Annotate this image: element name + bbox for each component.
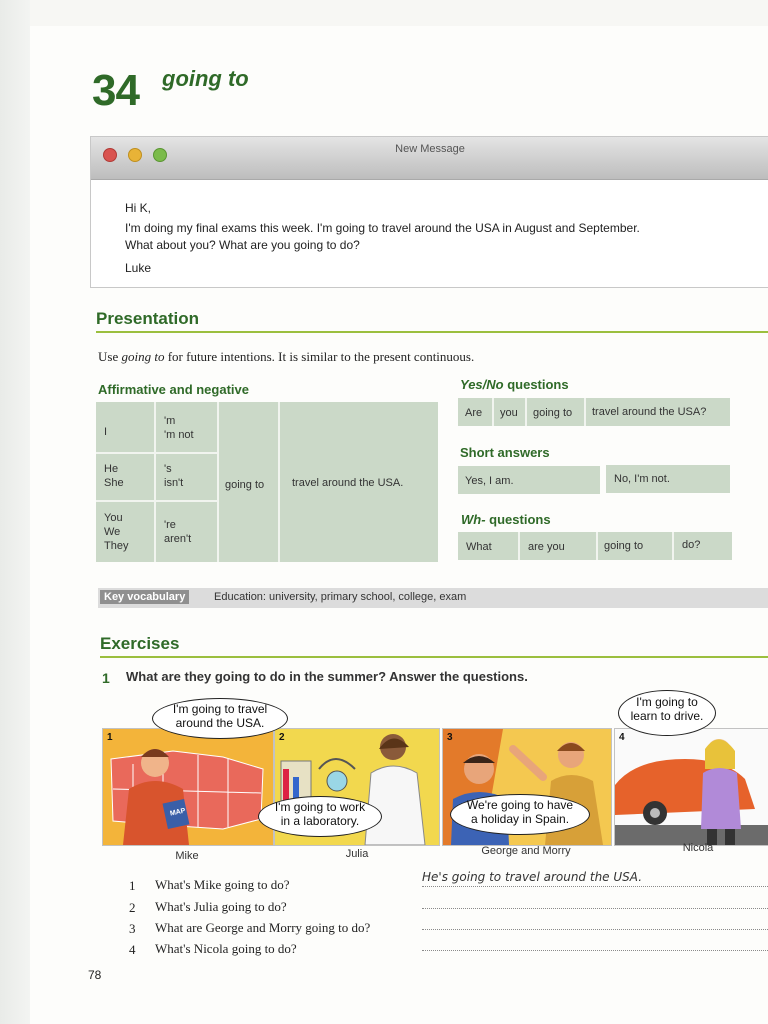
page-number: 78 [88, 968, 102, 982]
speech-bubble-mike: I'm going to travel around the USA. [152, 698, 288, 739]
message-greeting: Hi K, [125, 201, 152, 215]
exercises-rule [100, 656, 768, 658]
exercise-instruction: What are they going to do in the summer? Answer the questions. [126, 669, 528, 684]
yes-no-cell: Are [465, 407, 483, 419]
question-number: 2 [129, 900, 136, 915]
key-vocabulary-text: Education: university, primary school, college, exam [214, 591, 467, 603]
caption-mike: Mike [175, 850, 199, 862]
question-text: What's Julia going to do? [155, 899, 287, 914]
question-number: 1 [129, 878, 136, 893]
affirmative-negative-table [96, 402, 438, 562]
answer-line[interactable] [422, 908, 768, 909]
wh-question-row [458, 532, 732, 560]
short-answer-no: No, I'm not. [614, 473, 670, 485]
message-window-title: New Message [395, 143, 465, 155]
speech-bubble-julia: I'm going to work in a laboratory. [258, 796, 382, 837]
caption-nicola: Nicola [682, 842, 714, 854]
wh-cell: What [466, 541, 492, 553]
picture-number: 4 [619, 732, 625, 743]
exercise-number: 1 [102, 670, 110, 686]
message-line-1: I'm doing my final exams this week. I'm going to travel around the USA in August and September. [125, 221, 640, 235]
yes-no-question-row [458, 398, 730, 426]
yes-no-heading: Yes/No questions [460, 377, 569, 392]
mike-illustration [103, 729, 273, 845]
presentation-intro: Use going to for future intentions. It is similar to the present continuous. [98, 349, 475, 364]
picture-number: 2 [279, 732, 285, 743]
speech-bubble-george-morry: We're going to have a holiday in Spain. [450, 794, 590, 835]
picture-nicola [614, 728, 768, 846]
picture-number: 1 [107, 732, 113, 743]
picture-number: 3 [447, 732, 453, 743]
picture-mike [102, 728, 274, 846]
subject-he-she: He She [104, 463, 124, 489]
short-answer-yes-box [458, 466, 600, 494]
short-answer-yes: Yes, I am. [465, 475, 514, 487]
question-text: What are George and Morry going to do? [155, 920, 371, 935]
message-window-titlebar [91, 137, 768, 180]
wh-cell: going to [604, 540, 644, 552]
caption-george-morry: George and Morry [481, 845, 571, 857]
nicola-illustration [615, 729, 768, 845]
exercises-heading: Exercises [100, 634, 180, 653]
verb-is: 's isn't [164, 463, 184, 489]
short-answer-no-box [606, 465, 730, 493]
question-text: What's Nicola going to do? [155, 941, 297, 956]
wh-cell: are you [528, 541, 565, 553]
presentation-rule [96, 331, 768, 333]
complement-cell: travel around the USA. [292, 477, 404, 489]
presentation-heading: Presentation [96, 309, 199, 328]
short-answers-heading: Short answers [460, 445, 550, 460]
unit-title: going to [162, 66, 249, 91]
subject-you-we-they: You We They [104, 512, 129, 552]
speech-bubble-nicola: I'm going to learn to drive. [618, 690, 716, 736]
answer-line[interactable] [422, 929, 768, 930]
message-window [90, 136, 768, 288]
answer-line[interactable] [422, 950, 768, 951]
affirmative-negative-heading: Affirmative and negative [98, 382, 249, 397]
subject-i: I [104, 426, 108, 438]
yes-no-cell: going to [533, 407, 573, 419]
wh-cell: do? [682, 539, 701, 551]
yes-no-cell: you [500, 407, 518, 419]
key-vocabulary-label: Key vocabulary [100, 590, 189, 604]
going-to-cell: going to [225, 479, 265, 491]
yes-no-cell: travel around the USA? [592, 406, 707, 418]
message-signature: Luke [125, 261, 152, 275]
question-number: 4 [129, 942, 136, 957]
map-label: MAP [169, 807, 187, 818]
example-answer: He's going to travel around the USA. [422, 870, 643, 884]
book-binding-shadow [0, 0, 30, 1024]
unit-number: 34 [92, 66, 139, 115]
question-text: What's Mike going to do? [155, 877, 290, 892]
answer-line[interactable] [422, 886, 768, 887]
verb-are: 're aren't [164, 519, 192, 545]
verb-am: 'm 'm not [164, 415, 194, 441]
caption-julia: Julia [345, 848, 369, 860]
key-vocabulary-bar [98, 588, 768, 608]
wh-questions-heading: Wh- questions [461, 512, 551, 527]
message-line-2: What about you? What are you going to do? [125, 238, 360, 252]
question-number: 3 [129, 921, 136, 936]
